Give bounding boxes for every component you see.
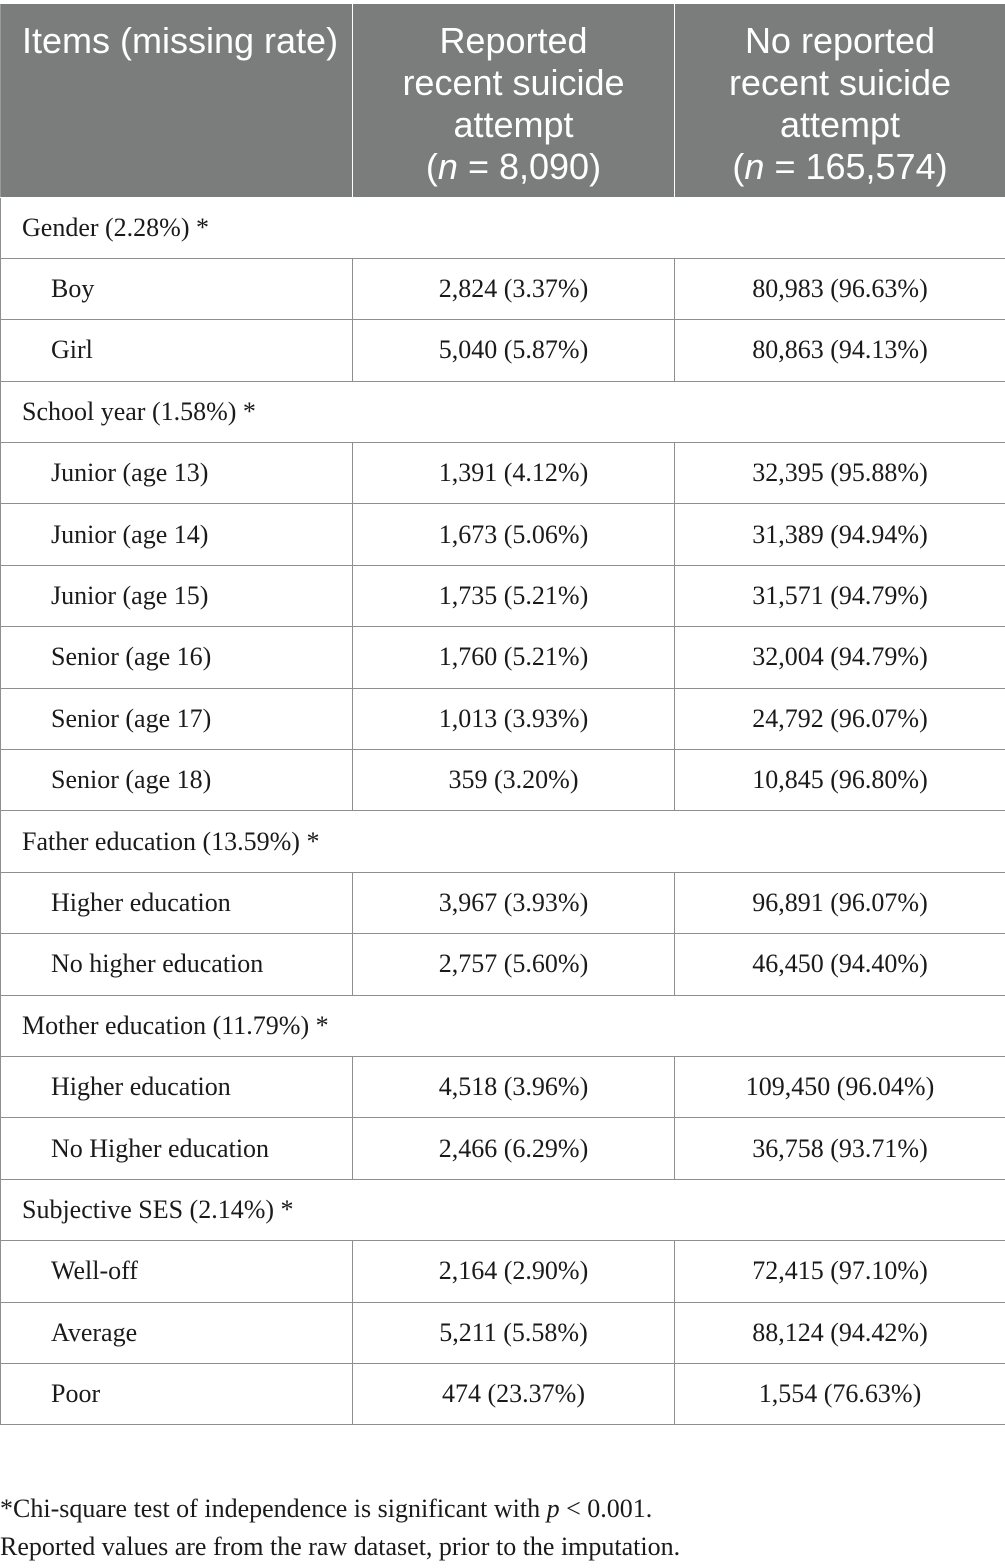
note-significance-suffix: < 0.001. [559,1494,653,1523]
header-reported-line3: attempt [453,104,574,145]
group-row [1,995,1005,1056]
row-label: No Higher education [1,1118,353,1179]
row-label: Boy [1,258,353,319]
data-table [0,4,1005,1425]
note-significance-prefix: *Chi-square test of independence is significant with [0,1494,547,1523]
row-label: Higher education [1,1056,353,1117]
header-reported-n-label: n [437,146,458,187]
cell-reported: 5,040 (5.87%) [353,320,675,381]
cell-reported: 1,673 (5.06%) [353,504,675,565]
group-label: Gender (2.28%) * [1,197,1005,258]
cell-reported: 359 (3.20%) [353,750,675,811]
cell-not-reported: 31,571 (94.79%) [675,565,1005,626]
header-items: Items (missing rate) [1,4,353,197]
header-not-reported-n-value: = 165,574) [764,146,948,187]
cell-not-reported: 32,395 (95.88%) [675,443,1005,504]
cell-reported: 3,967 (3.93%) [353,872,675,933]
row-label: Junior (age 15) [1,565,353,626]
group-label: School year (1.58%) * [1,381,1005,442]
cell-not-reported: 24,792 (96.07%) [675,688,1005,749]
table-row [1,1118,1005,1179]
cell-reported: 2,164 (2.90%) [353,1241,675,1302]
header-reported-n: (n = 8,090) [425,146,602,187]
header-not-reported-line2: recent suicide [728,62,952,103]
cell-not-reported: 32,004 (94.79%) [675,627,1005,688]
header-reported-line1: Reported [439,20,588,61]
table-row [1,934,1005,995]
group-row [1,381,1005,442]
table-row [1,443,1005,504]
table-row [1,320,1005,381]
note-p-symbol: p [546,1494,560,1523]
note-raw-data: Reported values are from the raw dataset, prior to the imputation. [0,1532,681,1561]
group-row [1,1179,1005,1240]
group-row [1,811,1005,872]
table-row [1,1363,1005,1424]
row-label: Well-off [1,1241,353,1302]
row-label: No higher education [1,934,353,995]
cell-reported: 1,735 (5.21%) [353,565,675,626]
table-row [1,1241,1005,1302]
header-not-reported [675,4,1005,197]
row-label: Junior (age 13) [1,443,353,504]
cell-not-reported: 10,845 (96.80%) [675,750,1005,811]
cell-not-reported: 31,389 (94.94%) [675,504,1005,565]
cell-not-reported: 46,450 (94.40%) [675,934,1005,995]
cell-reported: 1,391 (4.12%) [353,443,675,504]
cell-reported: 2,824 (3.37%) [353,258,675,319]
table-row [1,872,1005,933]
cell-not-reported: 80,863 (94.13%) [675,320,1005,381]
cell-reported: 4,518 (3.96%) [353,1056,675,1117]
cell-reported: 2,466 (6.29%) [353,1118,675,1179]
header-not-reported-n: (n = 165,574) [732,146,948,187]
row-label: Senior (age 18) [1,750,353,811]
header-reported-line2: recent suicide [402,62,625,103]
header-reported-n-value: = 8,090) [457,146,602,187]
cell-not-reported: 36,758 (93.71%) [675,1118,1005,1179]
group-label: Father education (13.59%) * [1,811,1005,872]
cell-reported: 1,013 (3.93%) [353,688,675,749]
table-header-row [1,4,1005,197]
row-label: Girl [1,320,353,381]
table-row [1,1056,1005,1117]
cell-reported: 1,760 (5.21%) [353,627,675,688]
table-row [1,688,1005,749]
header-not-reported-line1: No reported [744,20,936,61]
group-label: Mother education (11.79%) * [1,995,1005,1056]
group-label: Subjective SES (2.14%) * [1,1179,1005,1240]
cell-not-reported: 96,891 (96.07%) [675,872,1005,933]
row-label: Junior (age 14) [1,504,353,565]
note-significance [0,1490,1005,1528]
cell-reported: 474 (23.37%) [353,1363,675,1424]
table-row [1,565,1005,626]
table-row [1,1302,1005,1363]
cell-not-reported: 80,983 (96.63%) [675,258,1005,319]
row-label: Poor [1,1363,353,1424]
row-label: Senior (age 17) [1,688,353,749]
row-label: Senior (age 16) [1,627,353,688]
table-row [1,627,1005,688]
row-label: Higher education [1,872,353,933]
row-label: Average [1,1302,353,1363]
table-row [1,504,1005,565]
group-row [1,197,1005,258]
table-row [1,258,1005,319]
cell-not-reported: 88,124 (94.42%) [675,1302,1005,1363]
cell-reported: 5,211 (5.58%) [353,1302,675,1363]
header-not-reported-n-label: n [744,146,765,187]
header-not-reported-line3: attempt [779,104,901,145]
cell-not-reported: 72,415 (97.10%) [675,1241,1005,1302]
table-notes [0,1490,1005,1566]
cell-not-reported: 1,554 (76.63%) [675,1363,1005,1424]
table-body [1,197,1005,1425]
cell-reported: 2,757 (5.60%) [353,934,675,995]
cell-not-reported: 109,450 (96.04%) [675,1056,1005,1117]
table-row [1,750,1005,811]
header-reported [353,4,675,197]
